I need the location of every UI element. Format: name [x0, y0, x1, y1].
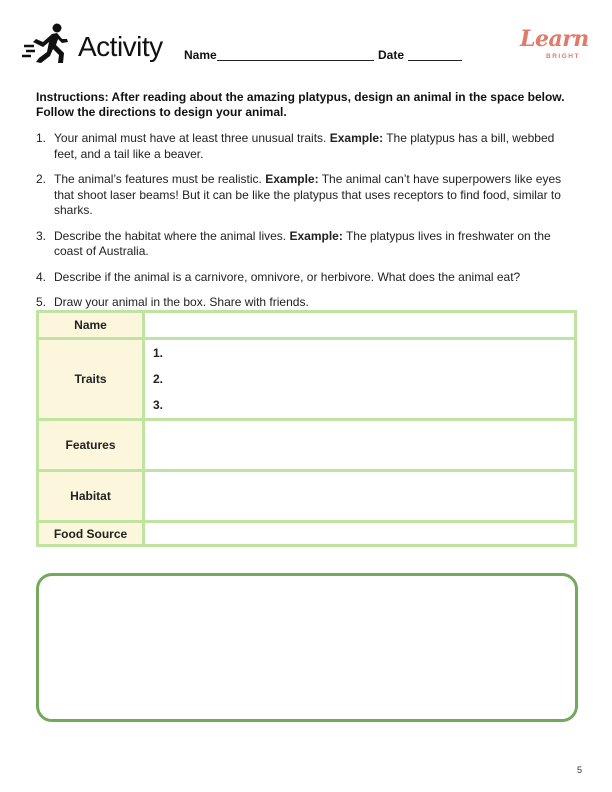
features-cell[interactable] [144, 420, 576, 471]
traits-row-label: Traits [38, 339, 144, 420]
name-field[interactable] [217, 60, 374, 61]
name-cell[interactable] [144, 312, 576, 339]
step-4: 4. Describe if the animal is a carnivore, omnivore, or herbivore. What does the animal eat? [36, 269, 521, 284]
page-title: Activity [78, 31, 163, 62]
animal-design-table [36, 310, 577, 547]
step-2: 2. The animal’s features must be realistic. Example: The animal can’t have superpowers like eyes that shoot laser beams! But it can be like the platypus that uses receptors to find food, similar to sharks. [36, 172, 562, 217]
trait-2-number: 2. [153, 372, 164, 386]
logo-subtext: BRIGHT [546, 53, 580, 60]
step-1: 1. Your animal must have at least three unusual traits. Example: The platypus has a bill, webbed feet, and a tail like a beaver. [36, 131, 555, 161]
table-row [38, 522, 576, 546]
table-row [38, 471, 576, 522]
table-row [38, 312, 576, 339]
page-number: 5 [577, 765, 583, 775]
instructions-line-2: Follow the directions to design your animal. [36, 105, 287, 119]
step-5: 5. Draw your animal in the box. Share with friends. [36, 295, 309, 309]
habitat-cell[interactable] [144, 471, 576, 522]
date-label: Date [378, 48, 405, 62]
features-row-label: Features [38, 420, 144, 471]
date-field[interactable] [408, 60, 462, 61]
habitat-row-label: Habitat [38, 471, 144, 522]
steps-list [36, 131, 576, 321]
logo-text: Learn [520, 26, 589, 52]
table-row [38, 339, 576, 420]
traits-cell[interactable] [144, 339, 576, 420]
trait-1-number: 1. [153, 346, 164, 360]
name-row-label: Name [38, 312, 144, 339]
learn-bright-logo [520, 26, 590, 66]
drawing-box[interactable] [36, 573, 578, 722]
step-3: 3. Describe the habitat where the animal lives. Example: The platypus lives in freshwater on the coast of Australia. [36, 228, 551, 258]
trait-3-number: 3. [153, 398, 164, 412]
header [22, 22, 592, 70]
food-source-cell[interactable] [144, 522, 576, 546]
food-source-row-label: Food Source [38, 522, 144, 546]
instructions-line-1: Instructions: After reading about the amazing platypus, design an animal in the space below. [36, 90, 565, 104]
instructions [36, 90, 576, 120]
name-label: Name [184, 48, 217, 62]
table-row [38, 420, 576, 471]
running-person-icon [22, 22, 70, 64]
